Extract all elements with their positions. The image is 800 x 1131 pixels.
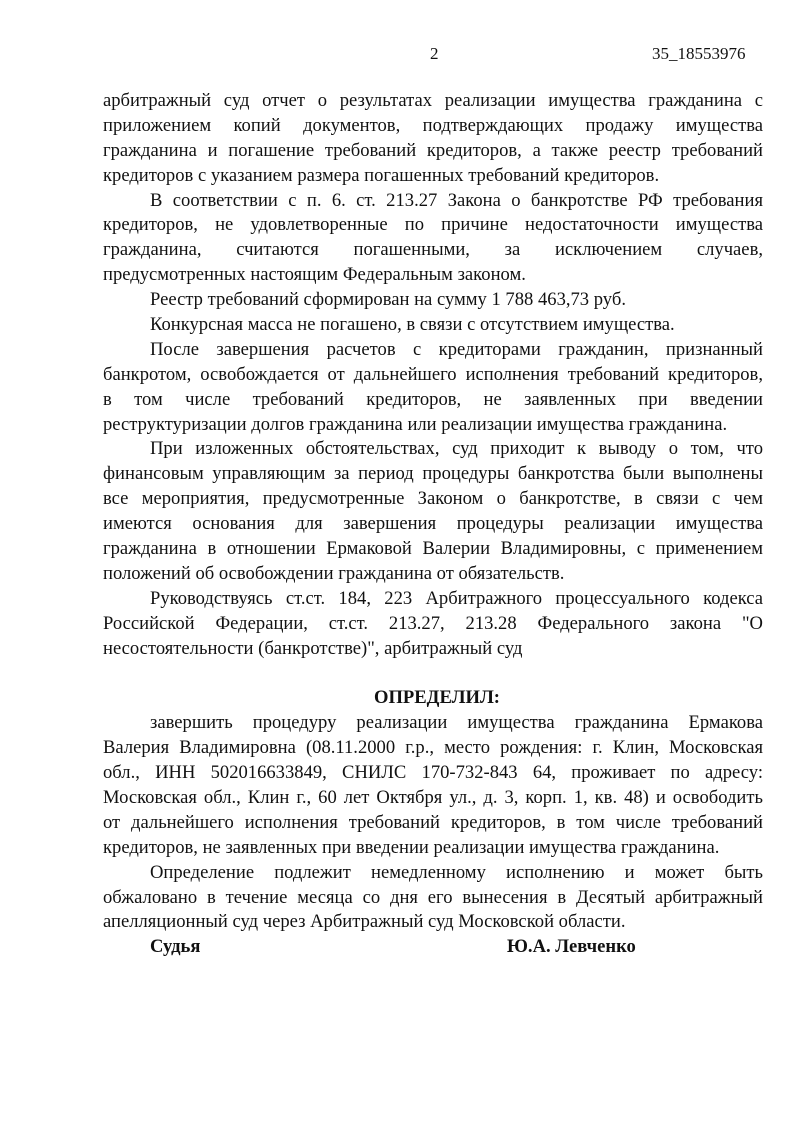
text-line: При изложенных обстоятельствах, суд приходит к выводу о том, что — [150, 438, 763, 460]
paragraph — [103, 587, 763, 662]
text-line: положений об освобождении гражданина от обязательств. — [103, 562, 565, 584]
text-line: гражданина и погашение требований кредиторов, а также реестр требований — [103, 139, 763, 161]
paragraph — [103, 313, 763, 338]
text-line: Российской Федерации, ст.ст. 213.27, 213.28 Федерального закона "О — [103, 612, 763, 634]
paragraph — [103, 89, 763, 189]
text-line: предусмотренных настоящим Федеральным законом. — [103, 264, 526, 286]
text-line: арбитражный суд отчет о результатах реализации имущества гражданина с — [103, 90, 763, 111]
text-line: несостоятельности (банкротстве)", арбитражный суд — [103, 637, 523, 659]
text-line: апелляционный суд через Арбитражный суд Московской области. — [103, 911, 626, 933]
document-id: 35_18553976 — [652, 44, 746, 63]
spacer — [103, 661, 763, 686]
paragraph — [103, 338, 763, 438]
signature-name: Ю.А. Левченко — [507, 936, 636, 958]
text-line: приложением копий документов, подтверждающих продажу имущества — [103, 114, 763, 136]
text-line: Определение подлежит немедленному исполнению и может быть — [150, 861, 763, 883]
text-line: кредиторов, не заявленных при введении реализации имущества гражданина. — [103, 836, 720, 858]
paragraph — [103, 189, 763, 289]
text-line: имеются основания для завершения процедуры реализации имущества — [103, 513, 763, 535]
text-line: гражданина в отношении Ермаковой Валерии Владимировны, с применением — [103, 538, 763, 560]
ruling-title: ОПРЕДЕЛИЛ: — [374, 687, 500, 709]
text-line: гражданина, считаются погашенными, за исключением случаев, — [103, 239, 763, 261]
text-line: Конкурсная масса не погашено, в связи с отсутствием имущества. — [150, 314, 675, 336]
reasoning-section — [103, 89, 763, 661]
document-body — [103, 89, 763, 960]
text-line: финансовым управляющим за период процедуры банкротства были выполнены — [103, 463, 763, 485]
text-line: Московская обл., Клин г., 60 лет Октября ул., д. 3, корп. 1, кв. 48) и освободить — [103, 786, 763, 808]
signature-role: Судья — [150, 936, 201, 958]
text-line: обжаловано в течение месяца со дня его вынесения в Десятый арбитражный — [103, 886, 763, 908]
text-line: Руководствуясь ст.ст. 184, 223 Арбитражного процессуального кодекса — [150, 587, 763, 609]
ruling-section — [103, 711, 763, 935]
text-line: кредиторов с указанием размера погашенных требований кредиторов. — [103, 164, 660, 186]
paragraph — [103, 437, 763, 586]
page-number: 2 — [430, 44, 439, 63]
text-line: Реестр требований сформирован на сумму 1 788 463,73 руб. — [150, 289, 626, 311]
text-line: все мероприятия, предусмотренные Законом о банкротстве, в связи с чем — [103, 488, 763, 510]
text-line: реструктуризации долгов гражданина или реализации имущества гражданина. — [103, 413, 728, 435]
text-line: завершить процедуру реализации имущества гражданина Ермакова — [150, 712, 763, 734]
paragraph — [103, 288, 763, 313]
paragraph — [103, 711, 763, 860]
text-line: в том числе требований кредиторов, не заявленных при введении — [103, 388, 763, 410]
text-line: кредиторов, не удовлетворенные по причине недостаточности имущества — [103, 214, 763, 236]
paragraph — [103, 861, 763, 936]
signature-block — [103, 935, 763, 960]
text-line: банкротом, освобождается от дальнейшего исполнения требований кредиторов, — [103, 363, 763, 385]
text-line: В соответствии с п. 6. ст. 213.27 Закона о банкротстве РФ требования — [150, 189, 763, 211]
text-line: от дальнейшего исполнения требований кредиторов, в том числе требований — [103, 811, 763, 833]
text-line: обл., ИНН 502016633849, СНИЛС 170-732-843 64, проживает по адресу: — [103, 762, 763, 784]
text-line: После завершения расчетов с кредиторами гражданин, признанный — [150, 338, 763, 360]
text-line: Валерия Владимировна (08.11.2000 г.р., место рождения: г. Клин, Московская — [103, 737, 763, 759]
